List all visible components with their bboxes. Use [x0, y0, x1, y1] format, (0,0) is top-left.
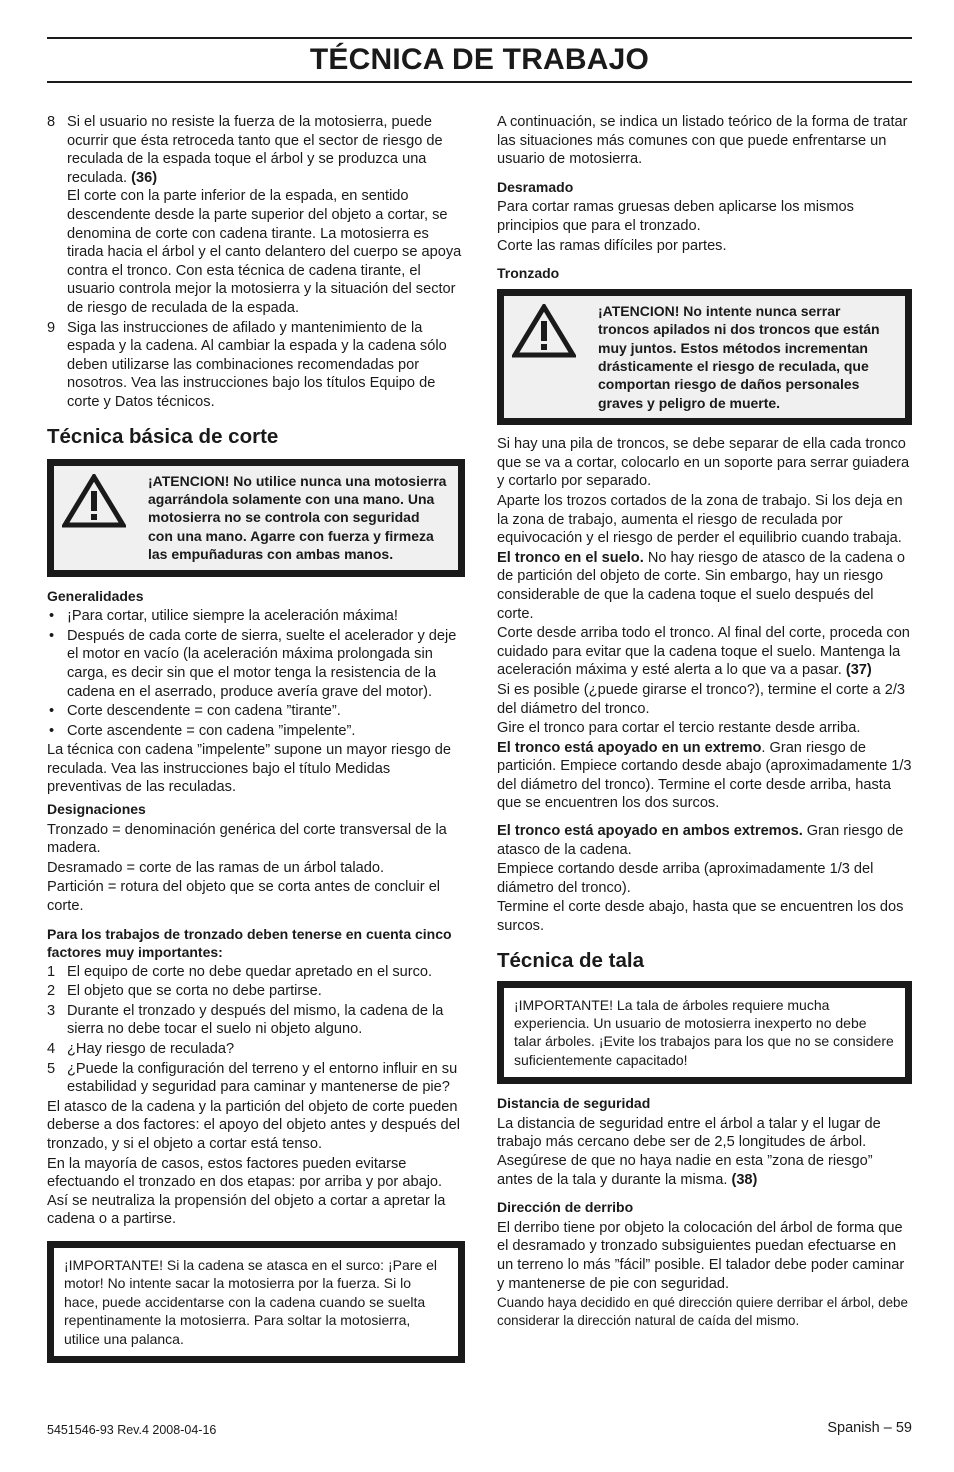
paragraph-gire: Gire el tronco para cortar el tercio restante desde arriba. [497, 720, 861, 737]
factor-item: 5 ¿Puede la configuración del terreno y el entorno influir en su estabilidad y seguridad para caminar y mantenerse de pie? [47, 1060, 458, 1096]
paragraph-mayoria: En la mayoría de casos, estos factores pueden evitarse efectuando el tronzado en dos etapas: por arriba y por abajo. Así se neutraliza la propensión del objeto a cortar a apretar la cadena o a partirse. [47, 1155, 446, 1228]
factor-item: 1 El equipo de corte no debe quedar apretado en el surco. [47, 963, 433, 980]
important-text: ¡IMPORTANTE! La tala de árboles requiere mucha experiencia. Un usuario de motosierra inexperto no debe talar árboles. ¡Evite los trabajos para los que no se considere suficientemente capacitado! [504, 988, 905, 1078]
paragraph-termine: Termine el corte desde abajo, hasta que se encuentren los dos surcos. [497, 899, 904, 935]
paragraph-atasco: El atasco de la cadena y la partición del objeto de corte pueden deberse a dos factores: el apoyo del objeto antes y después del tronzado, y si el objeto a cortar está tenso. [47, 1098, 460, 1152]
bullet-item: • Corte descendente = con cadena ”tirante”. [49, 703, 341, 720]
paragraph-desramado-1: Para cortar ramas gruesas deben aplicarse los mismos principios que para el tronzado. [497, 199, 854, 234]
factor-item: 3 Durante el tronzado y después del mismo, la cadena de la sierra no debe tocar el suelo ni objeto alguno. [47, 1002, 444, 1038]
footer-page-number: Spanish – 59 [827, 1420, 912, 1436]
top-rule [47, 37, 912, 39]
warning-triangle-icon [62, 472, 148, 564]
paragraph-pila: Si hay una pila de troncos, se debe separar de ella cada tronco que se va a cortar, colocarlo en un soporte para serrar guiadera y cortarlo por separado. [497, 436, 910, 490]
paragraph-un-extremo: El tronco está apoyado en un extremo. Gran riesgo de partición. Empiece cortando desde abajo (aproximadamente 1/3 del diámetro del tronco). Termine el corte desde arriba, hasta que se encuentren los dos surcos. [497, 739, 912, 812]
paragraph-distancia: La distancia de seguridad entre el árbol a talar y el lugar de trabajo más cercano debe ser de 2,5 longitudes de árbol. Asegúrese de que no haya nadie en esta ”zona de riesgo” antes de la tala y durante la misma. (38) [497, 1115, 881, 1188]
paragraph-suelo: El tronco en el suelo. No hay riesgo de atasco de la cadena o de partición del objeto de corte. Sin embargo, hay un riesgo considerable de que la cadena toque el suelo después del corte. [497, 549, 906, 622]
important-box-felling [497, 981, 912, 1085]
subheading-designations: Designaciones [47, 801, 146, 818]
important-box-stuck-chain [47, 1241, 465, 1363]
warning-text: ¡ATENCION! No intente nunca serrar troncos apilados ni dos troncos que están muy juntos. Estos métodos incrementan drásticamente el riesgo de reculada, que comportan riesgo de daños personales graves y peligro de muerte. [598, 302, 880, 411]
list-item-9: 9 Siga las instrucciones de afilado y mantenimiento de la espada y la cadena. Al cambiar la espada y la cadena sólo deben utilizarse las combinaciones recomendadas por nosotros. Vea las instrucciones bajo los títulos Equipo de corte y Datos técnicos. [47, 319, 447, 410]
paragraph-girarse: Si es posible (¿puede girarse el tronco?), termine el corte a 2/3 del diámetro del tronco. [497, 681, 906, 717]
important-text: ¡IMPORTANTE! Si la cadena se atasca en el surco: ¡Pare el motor! No intente sacar la motosierra por la fuerza. Si lo hace, puede accidentarse con la cadena cuando se suelta repentinamente la motosierra. Para soltar la motosierra, utilice una palanca. [54, 1248, 458, 1356]
paragraph-decidido: Cuando haya decidido en qué dirección quiere derribar el árbol, debe considerar la dirección natural de caída del mismo. [497, 1295, 908, 1328]
bullet-item: • ¡Para cortar, utilice siempre la aceleración máxima! [49, 608, 398, 625]
subheading-desramado: Desramado [497, 178, 574, 195]
subheading-general: Generalidades [47, 587, 144, 604]
definition-particion: Partición = rotura del objeto que se corta antes de concluir el corte. [47, 879, 441, 915]
definition-desramado: Desramado = corte de las ramas de un árbol talado. [47, 859, 385, 876]
left-column [47, 113, 465, 1373]
factors-heading: Para los trabajos de tronzado deben tenerse en cuenta cinco factores muy importantes: [47, 925, 452, 960]
paragraph-impelente: La técnica con cadena ”impelente” supone un mayor riesgo de reculada. Vea las instrucciones bajo el título Medidas preventivas de las reculadas. [47, 742, 452, 796]
subheading-tronzado: Tronzado [497, 265, 560, 282]
definition-tronzado: Tronzado = denominación genérica del corte transversal de la madera. [47, 821, 447, 857]
title-rule [47, 81, 912, 83]
paragraph-empiece: Empiece cortando desde arriba (aproximadamente 1/3 del diámetro del tronco). [497, 861, 874, 896]
warning-box-one-hand [47, 459, 465, 577]
footer-document-id: 5451546-93 Rev.4 2008-04-16 [47, 1423, 217, 1437]
warning-text: ¡ATENCION! No utilice nunca una motosierra agarrándola solamente con una mano. Una motosierra no se controla con seguridad con una mano. Agarre con fuerza y firmeza las empuñaduras con ambas manos. [148, 472, 447, 563]
warning-triangle-icon [512, 302, 598, 412]
bullet-item: • Corte ascendente = con cadena ”impelente”. [49, 722, 356, 739]
paragraph-desramado-2: Corte las ramas difíciles por partes. [497, 237, 727, 254]
paragraph-aparte: Aparte los trozos cortados de la zona de trabajo. Si los deja en la zona de trabajo, aumenta el riesgo de reculada por equivocación y el riesgo de perder el equilibrio cuando trabaja. [497, 492, 903, 547]
paragraph-ambos-extremos: El tronco está apoyado en ambos extremos. Gran riesgo de atasco de la cadena. [497, 823, 904, 858]
paragraph-derribo: El derribo tiene por objeto la colocación del árbol de forma que el desramado y tronzado subsiguientes puedan efectuarse en un terreno lo más ”fácil” posible. El talador debe poder caminar y mantenerse de pie con seguridad. [497, 1219, 905, 1292]
paragraph-corte-arriba: Corte desde arriba todo el tronco. Al final del corte, proceda con cuidado para evitar que la cadena toque el suelo. Mantenga la aceleración máxima y esté alerta a lo que va a pasar. (37) [497, 625, 910, 679]
paragraph-intro: A continuación, se indica un listado teórico de la forma de tratar las situaciones más comunes con que puede enfrentarse un usuario de motosierra. [497, 114, 908, 168]
right-column [497, 113, 912, 1331]
factor-item: 2 El objeto que se corta no debe partirse. [47, 983, 322, 1000]
subheading-safety-distance: Distancia de seguridad [497, 1095, 651, 1112]
heading-basic-cutting: Técnica básica de corte [47, 424, 279, 448]
bullet-item: • Después de cada corte de sierra, suelte el acelerador y deje el motor en vacío (la aceleración máxima prolongada sin carga, es decir sin que el motor tenga la resistencia de la cadena en el aserrado, produce avería grave del motor). [49, 627, 457, 700]
subheading-felling-direction: Dirección de derribo [497, 1199, 634, 1216]
heading-felling: Técnica de tala [497, 948, 644, 972]
warning-box-stacked-logs [497, 289, 912, 425]
list-item-8: 8 Si el usuario no resiste la fuerza de la motosierra, puede ocurrir que ésta retroceda tanto que el sector de riesgo de reculada de la espada toque el árbol y se produzca una reculada. (36) El corte con la parte inferior de la espada, en sentido descendente desde la parte superior del objeto a cortar, se denomina de corte con cadena tirante. La motosierra es tirada hacia el árbol y el canto delantero del cuerpo se apoya contra el tronco. Con esta técnica de cadena tirante, el usuario controla mejor la motosierra y la situación del sector de riesgo de reculada de la espada. [47, 114, 462, 316]
page-title: TÉCNICA DE TRABAJO [309, 43, 650, 76]
factor-item: 4 ¿Hay riesgo de reculada? [47, 1041, 235, 1057]
